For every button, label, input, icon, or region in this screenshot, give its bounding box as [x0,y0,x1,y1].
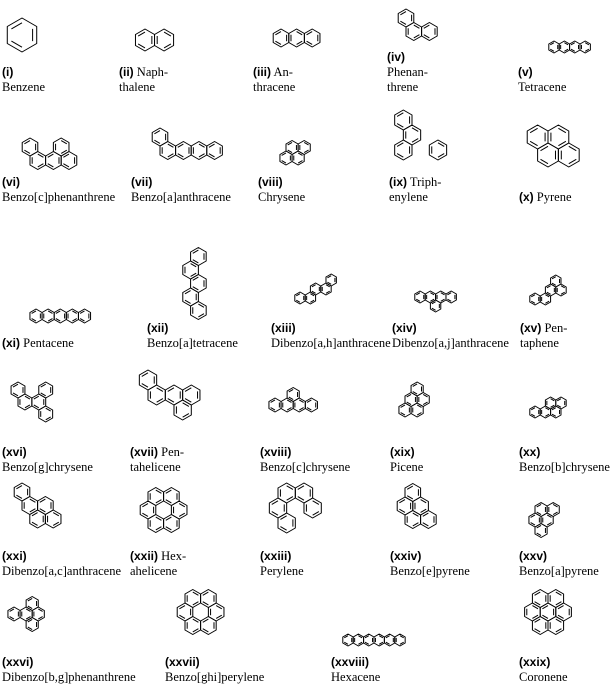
double-bond [32,311,41,321]
compound-name-cont: taphene [520,336,559,350]
double-bond [295,400,304,410]
caption-benzo-ghi-perylene [165,655,264,685]
ring-drawing [160,137,161,138]
caption-dibenzo-a-j-anthracene [392,321,509,351]
double-bond [407,513,418,526]
double-bond [193,144,204,157]
double-bond [282,153,291,163]
ring-drawing [14,614,15,615]
compound-number: (xx) [519,445,541,459]
double-bond [63,154,74,167]
compound-name: Hexacene [331,670,381,684]
double-bond [386,636,393,645]
double-bond [322,285,329,294]
double-bond [150,388,162,402]
compound-number: (iv) [387,50,405,64]
double-bond [157,32,171,48]
double-bond [542,295,549,304]
double-bond [406,128,418,142]
compound-name: Benzene [2,80,46,94]
double-bond [283,400,292,410]
double-bond [399,500,410,513]
compound-name: Benzo[c]chrysene [260,460,351,474]
double-bond [48,513,59,526]
compound-name-cont: tahelicene [130,460,181,474]
caption-picene [390,445,423,475]
compound-number: (vi) [2,175,20,189]
compound-number: (xxii) [130,549,159,563]
double-bond [447,293,454,302]
compound-number: (xxvii) [165,655,200,669]
double-bond [307,400,316,410]
ring-drawing [281,38,282,39]
double-bond [397,113,409,127]
ring-drawing [275,405,276,406]
compound-number: (xxix) [519,655,551,669]
ring-drawing [22,35,23,36]
compound-name: Coronene [519,670,568,684]
double-bond [547,286,554,295]
caption-triphenylene [389,175,441,205]
double-bond [185,264,196,277]
double-bond [550,43,557,52]
double-bond [300,142,309,152]
double-bond [142,504,153,517]
compound-number: (xvii) [130,445,159,459]
compound-number: (ii) [119,65,134,79]
double-bond [327,276,334,285]
double-bond [531,408,538,417]
double-bond [561,43,568,52]
double-bond [34,609,43,619]
caption-chrysene [258,175,305,205]
compound-name: Pyrene [536,190,572,204]
compound-name: Dibenzo[a,h]anthracene [271,336,391,350]
compound-name-cont: ahelicene [130,564,178,578]
ring-drawing [412,135,413,136]
double-bond [291,32,302,45]
double-bond [571,43,578,52]
ring-drawing [185,612,186,613]
compound-name: Hex- [161,549,187,563]
double-bond [397,143,409,157]
double-bond [416,293,423,302]
compound-number: (xiv) [392,321,417,335]
compound-number: (xxvi) [2,655,34,669]
compound-name: Benzo[ghi]perylene [165,670,265,684]
caption-benzo-b-chrysene [519,445,610,475]
double-bond [11,23,32,47]
double-bond [166,490,177,503]
double-bond [541,146,556,163]
double-bond [365,636,372,645]
ring-drawing [145,40,146,41]
double-bond [413,384,422,394]
double-bond [289,389,298,399]
double-bond [179,606,190,619]
ring-drawing [420,297,421,298]
ring-drawing [300,298,301,299]
caption-tetracene [518,65,566,95]
double-bond [32,154,43,167]
double-bond [162,144,173,157]
ring-drawing [148,510,149,511]
double-bond [427,293,434,302]
double-bond [56,141,67,154]
compound-name-cont: enylene [389,190,428,204]
ring-drawing [554,47,555,48]
double-bond [174,504,185,517]
double-bond [142,373,154,387]
double-bond [280,516,292,530]
compound-name: Benzo[g]chrysene [2,460,93,474]
double-bond [44,311,53,321]
double-bond [307,32,318,45]
caption-benzo-e-pyrene [390,549,470,579]
double-bond [203,592,214,605]
double-bond [355,636,362,645]
double-bond [187,619,198,632]
double-bond [272,501,284,515]
double-bond [542,408,549,417]
double-bond [34,396,44,408]
double-bond [280,486,292,500]
compound-name: Pentacene [23,336,74,350]
double-bond [185,291,196,304]
compound-number: (xii) [147,321,169,335]
ring-drawing [535,412,536,413]
double-bond [413,405,422,415]
compound-number: (xxiii) [260,549,292,563]
compound-name: Benzo[c]phenanthrene [2,190,116,204]
double-bond [535,619,546,632]
double-bond [16,486,27,499]
compound-number: (ix) [389,175,407,189]
compound-name: Chrysene [258,190,306,204]
compound-number: (xviii) [260,445,292,459]
double-bond [437,293,444,302]
double-bond [423,513,434,526]
compound-name: Benzo[e]pyrene [390,564,470,578]
double-bond [138,32,152,48]
compound-number: (i) [2,65,14,79]
double-bond [581,43,588,52]
double-bond [542,606,553,619]
caption-dibenzo-b-g-phenanthrene [2,655,136,685]
ring-drawing [406,18,407,19]
double-bond [415,500,426,513]
double-bond [407,486,418,499]
double-bond [41,408,51,420]
ring-drawing [30,147,31,148]
double-bond [400,12,411,25]
double-bond [20,396,30,408]
compound-name: Triph- [409,175,442,189]
ring-drawing [36,316,37,317]
caption-benzo-c-phenanthrene [2,175,115,205]
double-bond [271,400,280,410]
ring-drawing [548,155,549,156]
caption-pentacene [2,336,74,351]
double-bond [557,399,564,408]
double-bond [288,142,297,152]
ring-drawing [18,390,19,391]
double-bond [28,619,37,629]
compound-name: Benzo[a]tetracene [147,336,238,350]
compound-name: Dibenzo[b,g]phenanthrene [2,670,136,684]
double-bond [187,592,198,605]
caption-benzo-a-tetracene [147,321,238,351]
double-bond [13,384,23,396]
double-bond [48,154,59,167]
caption-pentaphene [520,321,567,351]
double-bond [185,388,197,402]
double-bond [537,504,546,514]
compound-name: Pen- [161,445,185,459]
double-bond [527,606,538,619]
double-bond [530,128,545,145]
caption-dibenzo-a-c-anthracene [2,549,121,579]
double-bond [275,32,286,45]
double-bond [549,504,558,514]
compound-name-cont: thalene [119,80,156,94]
double-bond [10,609,19,619]
compound-name-cont: thracene [253,80,296,94]
compound-number: (iii) [253,65,271,79]
caption-perylene [260,549,304,579]
double-bond [307,294,314,303]
double-bond [178,144,189,157]
compound-name: Tetracene [518,80,567,94]
caption-hexacene [331,655,380,685]
double-bond [193,250,204,263]
double-bond [68,311,77,321]
double-bond [80,311,89,321]
compound-name: Benzo[b]chrysene [519,460,610,474]
double-bond [408,25,419,38]
double-bond [312,285,319,294]
double-bond [32,513,43,526]
compound-number: (x) [519,190,534,204]
double-bond [166,517,177,530]
compound-number: (xv) [520,321,542,335]
ring-drawing [278,508,279,509]
ring-drawing [535,299,536,300]
double-bond [203,619,214,632]
double-bond [294,153,303,163]
double-bond [193,304,204,317]
compound-number: (xxv) [519,549,548,563]
double-bond [561,146,576,163]
compound-name: Naph- [136,65,169,79]
compound-number: (xxiv) [390,549,422,563]
double-bond [209,144,220,157]
compound-name: Perylene [260,564,304,578]
double-bond [550,592,561,605]
compound-name: Dibenzo[a,j]anthracene [392,336,509,350]
ring-drawing [348,640,349,641]
compound-number: (xiii) [271,321,296,335]
double-bond [432,302,439,311]
double-bond [557,286,564,295]
compound-number: (xxi) [2,549,27,563]
double-bond [375,636,382,645]
double-bond [24,499,35,512]
double-bond [547,399,554,408]
ring-drawing [405,506,406,507]
double-bond [552,408,559,417]
compound-number: (viii) [258,175,283,189]
compound-number: (v) [518,65,533,79]
double-bond [543,515,552,525]
double-bond [154,131,165,144]
double-bond [550,619,561,632]
ring-drawing [548,612,549,613]
double-bond [150,490,161,503]
double-bond [40,499,51,512]
compound-number: (xxviii) [331,655,370,669]
compound-name: Phenan- [387,65,428,79]
caption-phenanthrene [387,50,428,95]
double-bond [535,592,546,605]
double-bond [551,128,566,145]
caption-benzo-c-chrysene [260,445,350,475]
double-bond [211,606,222,619]
caption-anthracene [253,65,295,95]
double-bond [150,517,161,530]
double-bond [306,501,318,515]
double-bond [424,25,435,38]
caption-naphthalene [119,65,168,95]
double-bond [41,384,51,396]
double-bond [56,311,65,321]
compound-name: Dibenzo[a,c]anthracene [2,564,122,578]
compound-number: (xi) [2,336,20,350]
ring-drawing [175,270,176,271]
compound-number: (xix) [390,445,415,459]
compound-name: Benzo[a]anthracene [131,190,231,204]
compound-name: An- [273,65,293,79]
double-bond [531,295,538,304]
double-bond [24,141,35,154]
compound-name-cont: threne [387,80,419,94]
ring-drawing [22,492,23,493]
compound-number: (xvi) [2,445,27,459]
double-bond [396,636,403,645]
ring-drawing [535,520,536,521]
double-bond [432,143,444,157]
double-bond [419,394,428,404]
ring-drawing [405,410,406,411]
double-bond [344,636,351,645]
double-bond [22,609,31,619]
compound-name: Pen- [544,321,568,335]
compound-name: Benzo[a]pyrene [519,564,599,578]
caption-dibenzo-a-h-anthracene [271,321,391,351]
double-bond [298,486,310,500]
caption-pentahelicene [130,445,184,475]
caption-benzo-g-chrysene [2,445,93,475]
double-bond [168,388,180,402]
double-bond [558,606,569,619]
double-bond [401,405,410,415]
caption-hexahelicene [130,549,186,579]
double-bond [176,403,188,417]
double-bond [552,277,559,286]
caption-pyrene [519,190,572,205]
caption-benzo-a-anthracene [131,175,231,205]
double-bond [531,515,540,525]
double-bond [28,598,37,608]
caption-coronene [519,655,568,685]
ring-drawing [148,380,149,381]
double-bond [193,277,204,290]
compound-number: (vii) [131,175,153,189]
compound-name: Picene [390,460,424,474]
caption-benzene [2,65,45,95]
double-bond [537,525,546,535]
double-bond [296,294,303,303]
caption-benzo-a-pyrene [519,549,599,579]
ring-drawing [286,158,287,159]
double-bond [407,394,416,404]
